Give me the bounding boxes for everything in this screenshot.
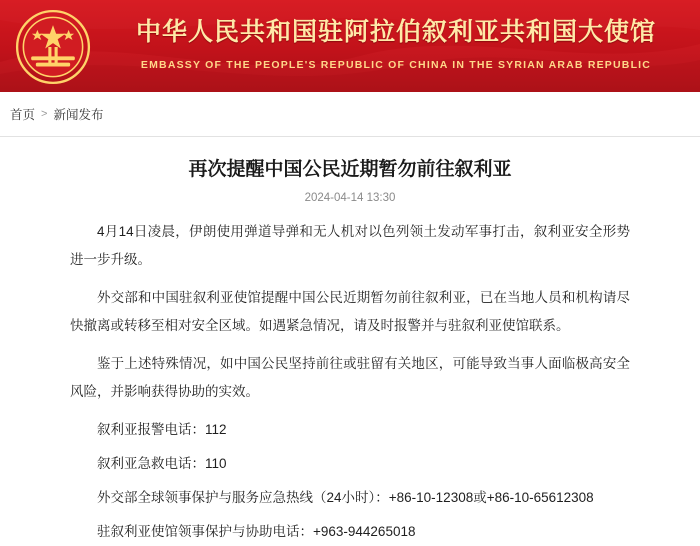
article-date: 2024-04-14 13:30: [304, 192, 396, 204]
contact-line: 驻叙利亚使馆领事保护与协助电话：+963-944265018: [97, 524, 416, 539]
page-title: 再次提醒中国公民近期暂勿前往叙利亚: [188, 159, 512, 180]
breadcrumb-bar: [0, 92, 700, 137]
embassy-title-english: EMBASSY OF THE PEOPLE'S REPUBLIC OF CHINA IN THE SYRIAN ARAB REPUBLIC: [140, 59, 652, 71]
article-paragraph: 鉴于上述特殊情况，如中国公民坚持前往或驻留有关地区，可能导致当事人面临极高安全风险，并影响获得协助的实效。: [70, 356, 630, 399]
article: [0, 137, 700, 546]
article-paragraph: 4月14日凌晨，伊朗使用弹道导弹和无人机对以色列领土发动军事打击，叙利亚安全形势进一步升级。: [70, 224, 630, 267]
article-paragraph: 外交部和中国驻叙利亚使馆提醒中国公民近期暂勿前往叙利亚，已在当地人员和机构请尽快撤离或转移至相对安全区域。如遇紧急情况，请及时报警并与驻叙利亚使馆联系。: [70, 290, 630, 333]
china-national-emblem-icon: [14, 8, 92, 86]
contact-line: 外交部全球领事保护与服务应急热线（24小时）：+86-10-12308或+86-10-65612308: [97, 490, 594, 505]
breadcrumb-separator-icon: >: [41, 108, 48, 120]
breadcrumb-item-news[interactable]: 新闻发布: [53, 108, 104, 122]
breadcrumb: [0, 105, 103, 123]
site-header: [0, 0, 700, 92]
embassy-title-chinese: 中华人民共和国驻阿拉伯叙利亚共和国大使馆: [135, 18, 656, 46]
contact-line: 叙利亚报警电话：112: [97, 422, 227, 437]
contact-line: 叙利亚急救电话：110: [97, 456, 227, 471]
header-title-block: [100, 10, 692, 74]
breadcrumb-item-home[interactable]: 首页: [10, 108, 36, 122]
article-body: [70, 218, 630, 546]
